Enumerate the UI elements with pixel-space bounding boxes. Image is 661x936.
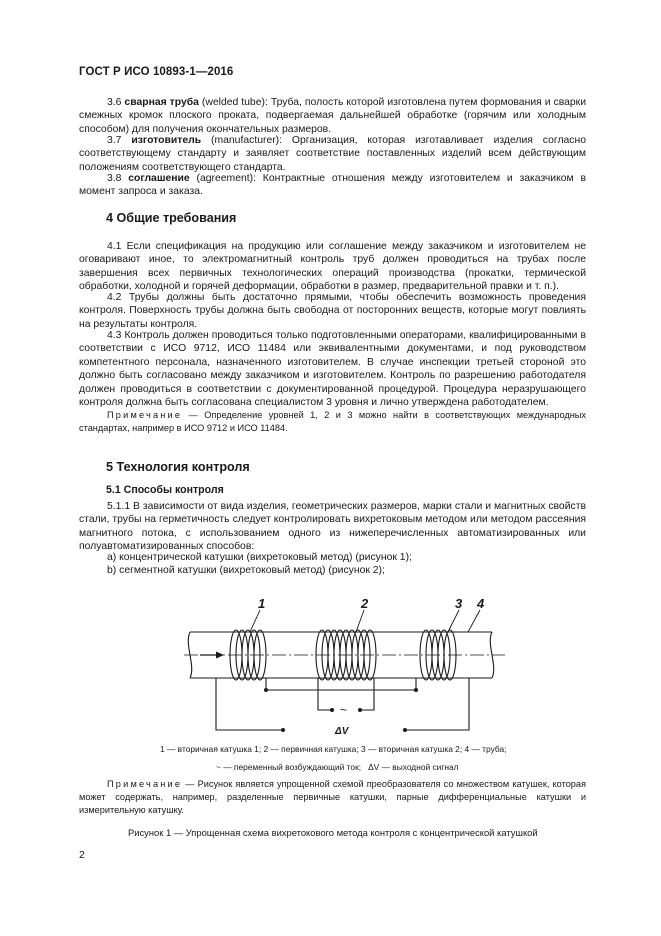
term-name: сварная труба (124, 97, 199, 108)
term-definition: Организация, которая изготавливает изделия согласно соответствующему стандарту и заявляет соответствие поставленных изделий всем действующим положениям соответствующего стандарта. (79, 135, 586, 173)
term-english: (welded tube): (201, 97, 268, 108)
figure-note (79, 778, 586, 817)
term-english: (manufacturer): (211, 135, 283, 146)
figure-legend-line-2 (216, 762, 459, 772)
legend-output: ΔV — выходной сигнал (368, 762, 459, 772)
section-5-heading: 5 Технология контроля (106, 460, 250, 474)
term-number: 3.6 (107, 97, 122, 108)
term-definition: Труба, полость которой изготовлена путем формования и сварки смежных кромок плоского проката, подвергаемая дальнейшей обработке (горячим или холодным способом) для получения окончательных размеров. (79, 97, 586, 135)
figure-1-caption: Рисунок 1 — Упрощенная схема вихретокового метода контроля с концентрической катушкой (128, 827, 538, 838)
term-english: (agreement): (196, 173, 256, 184)
leader-lines (250, 610, 480, 632)
figure-legend-line-1: 1 — вторичная катушка 1; 2 — первичная катушка; 3 — вторичная катушка 2; 4 — труба; (160, 744, 507, 754)
note-text: — Определение уровней 1, 2 и 3 можно найти в соответствующих международных стандартах, например в ИСО 9712 и ИСО 11484. (79, 410, 586, 433)
page-number: 2 (79, 849, 85, 861)
list-item-b: b) сегментной катушки (вихретоковый метод) (рисунок 2); (107, 565, 385, 576)
paragraph-4-3: 4.3 Контроль должен проводиться только подготовленными операторами, квалифицированными в соответствии с ИСО 9712, ИСО 11484 или эквивалентными документами, и под руководством компетентного персонала, назначенного изготовителем. В случае инспекции третьей стороной это должно быть согласовано между заказчиком и изготовителем. Контроль по разрешению работодателя должен проводиться в соответствии с документированной процедурой. Процедура неразрушающего контроля должна быть согласована специалистом 3 уровня и лично утверждена работодателем. (79, 330, 586, 409)
section-4-note (79, 409, 586, 435)
section-4-heading: 4 Общие требования (106, 211, 237, 225)
term-name: соглашение (128, 173, 190, 184)
paragraph-5-1-1: 5.1.1 В зависимости от вида изделия, геометрических размеров, марки стали и магнитных свойств стали, трубы на герметичность следует контролировать вихретоковым методом или методом рассеяния магнитного потока, с использованием одного из нижеперечисленных автоматизированных или полуавтоматизированных способов: (79, 501, 586, 553)
direction-arrow (200, 652, 224, 659)
subsection-5-1-heading: 5.1 Способы контроля (106, 484, 224, 496)
note-text: — Рисунок является упрощенной схемой преобразователя со множеством катушек, которая может содержать, например, разделенные первичные катушки, парные дифференциальные катушки и измерительную катушку. (79, 779, 586, 815)
note-label: Примечание (107, 410, 183, 420)
label-4: 4 (477, 596, 485, 611)
paragraph-4-1: 4.1 Если спецификация на продукцию или соглашение между заказчиком и изготовителем не оговаривают иное, то электромагнитный контроль труб должен проводиться на трубах после завершения всех первичных технологических операций производства (прокатки, термической обработки, холодной и горячей деформации, обработки в размер, предварительной правки и т. п.). (79, 241, 586, 293)
legend-excitation: ~ — переменный возбуждающий ток; (216, 762, 362, 772)
list-item-a: a) концентрической катушки (вихретоковый метод) (рисунок 1); (107, 552, 412, 563)
term-3-7 (79, 134, 586, 174)
document-header: ГОСТ Р ИСО 10893-1—2016 (79, 66, 234, 78)
excitation-symbol: ~ (340, 703, 348, 717)
term-number: 3.7 (107, 135, 122, 146)
term-number: 3.8 (107, 173, 122, 184)
term-3-8 (79, 172, 586, 199)
term-3-6 (79, 96, 586, 136)
term-name: изготовитель (131, 135, 202, 146)
label-1: 1 (258, 596, 266, 611)
figure-1-diagram (180, 592, 510, 742)
output-signal-symbol: ΔV (335, 726, 349, 737)
paragraph-4-2: 4.2 Трубы должны быть достаточно прямыми, чтобы обеспечить возможность проведения контроля. Поверхность трубы должна быть свободна от посторонних веществ, которые могут повлиять на результаты контроля. (79, 292, 586, 330)
term-definition: Контрактные отношения между изготовителем и заказчиком в момент запроса и заказа. (79, 173, 586, 198)
label-3: 3 (455, 596, 463, 611)
note-label: Примечание (107, 779, 183, 789)
label-2: 2 (361, 596, 369, 611)
